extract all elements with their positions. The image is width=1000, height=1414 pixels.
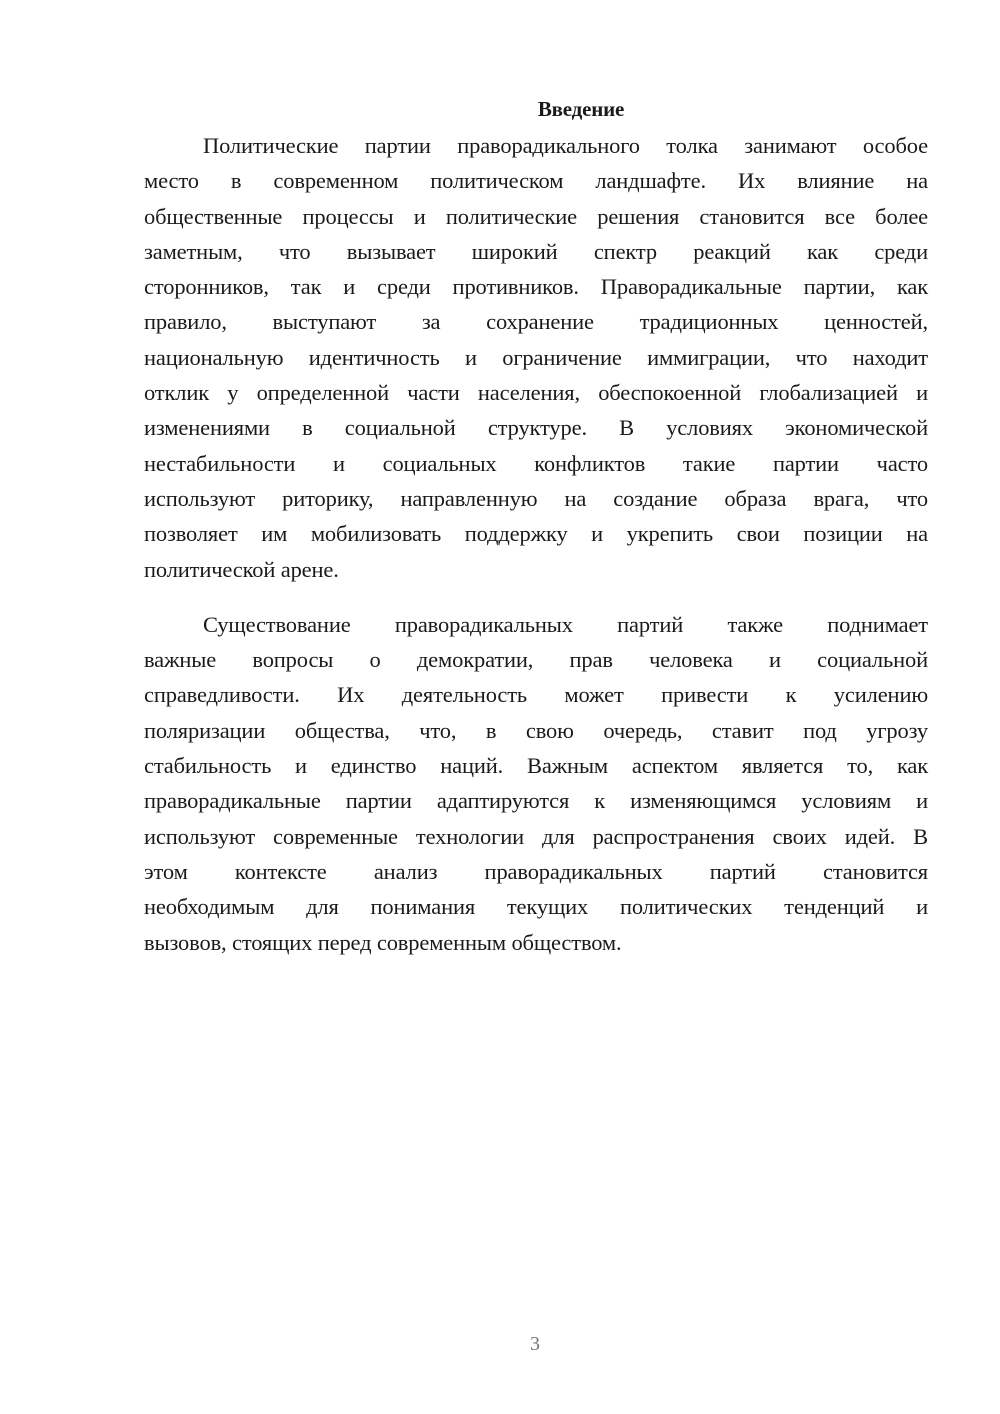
text-line: позволяет им мобилизовать поддержку и укрепить свои позиции на (144, 521, 928, 547)
paragraph-1 (144, 128, 928, 587)
text-line: изменениями в социальной структуре. В условиях экономической (144, 415, 928, 441)
text-line: поляризации общества, что, в свою очередь, ставит под угрозу (144, 717, 928, 743)
text-line: Политические партии праворадикального толка занимают особое (203, 133, 928, 158)
section-title: Введение (537, 97, 625, 121)
text-line: используют риторику, направленную на создание образа врага, что (144, 485, 928, 511)
text-line: место в современном политическом ландшафте. Их влияние на (144, 168, 928, 194)
text-line: Существование праворадикальных партий также поднимает (203, 611, 928, 637)
text-line: национальную идентичность и ограничение иммиграции, что находит (144, 344, 928, 370)
text-line: важные вопросы о демократии, прав человека и социальной (144, 647, 928, 673)
text-line: этом контексте анализ праворадикальных партий становится (144, 858, 928, 884)
text-line: сторонников, так и среди противников. Праворадикальные партии, как (144, 274, 928, 300)
text-line: нестабильности и социальных конфликтов такие партии часто (144, 450, 928, 476)
text-line: необходимым для понимания текущих политических тенденций и (144, 894, 928, 920)
text-line: справедливости. Их деятельность может привести к усилению (144, 682, 928, 708)
text-line: используют современные технологии для распространения своих идей. В (144, 823, 928, 849)
text-line: праворадикальные партии адаптируются к изменяющимся условиям и (144, 788, 928, 814)
page-number: 3 (530, 1333, 540, 1355)
text-line: заметным, что вызывает широкий спектр реакций как среди (144, 238, 928, 264)
text-line: политической арене. (144, 556, 339, 582)
text-line: вызовов, стоящих перед современным обществом. (144, 929, 622, 955)
text-line: стабильность и единство наций. Важным аспектом является то, как (144, 753, 928, 779)
paragraph-2 (144, 607, 928, 960)
page-content (144, 92, 928, 960)
text-line: общественные процессы и политические решения становится все более (144, 203, 928, 229)
text-line: правило, выступают за сохранение традиционных ценностей, (144, 309, 928, 335)
text-line: отклик у определенной части населения, обеспокоенной глобализацией и (144, 380, 928, 406)
